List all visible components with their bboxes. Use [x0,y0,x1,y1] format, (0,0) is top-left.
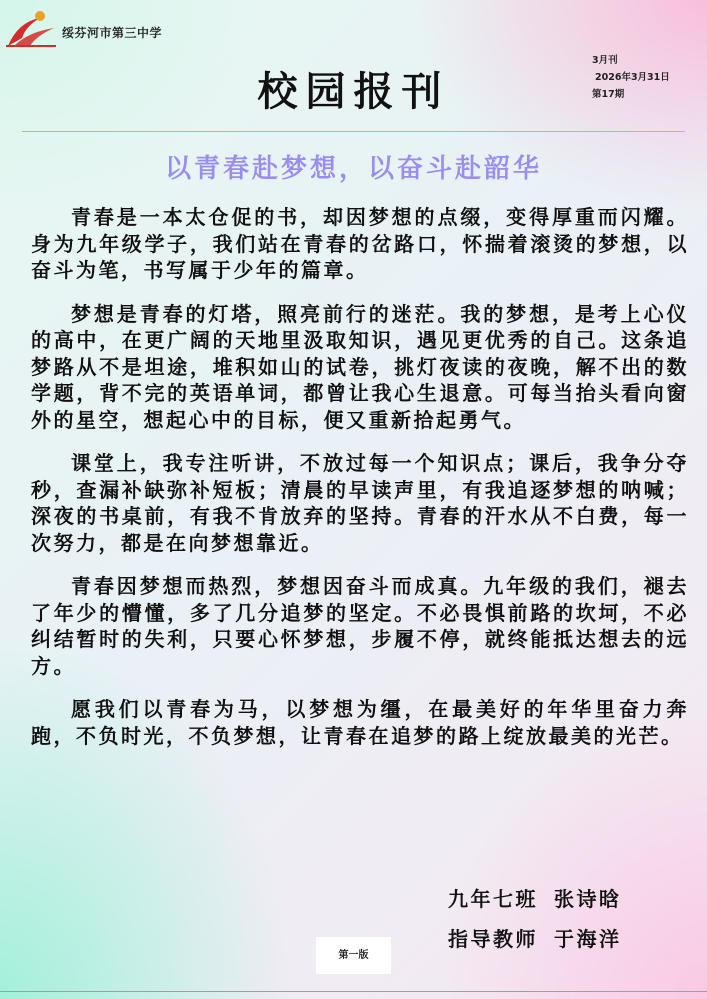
issue-info [592,52,670,103]
page-number: 第一版 [316,937,391,974]
issue-date: 2026年3月31日 [595,72,670,83]
article-paragraph: 青春是一本太仓促的书，却因梦想的点缀，变得厚重而闪耀。身为九年级学子，我们站在青春的岔路口，怀揣着滚烫的梦想，以奋斗为笔，书写属于少年的篇章。 [31,205,689,282]
byline-class: 九年七班 [448,887,538,911]
byline-author-name: 张诗晗 [554,887,622,911]
issue-period: 3月刊 [592,55,618,66]
byline-teacher-name: 于海洋 [554,927,622,951]
article-paragraph: 愿我们以青春为马，以梦想为缰，在最美好的年华里奋力奔跑，不负时光，不负梦想，让青春在追梦的路上绽放最美的光芒。 [31,697,689,748]
byline-teacher-label: 指导教师 [448,927,538,951]
byline-teacher [448,923,622,952]
issue-number: 第17期 [592,89,625,100]
article-headline: 以青春赴梦想，以奋斗赴韶华 [164,154,542,184]
article-body [31,204,689,766]
school-logo [4,8,60,48]
header-divider [22,131,685,132]
footer-divider [0,991,707,992]
article-paragraph: 梦想是青春的灯塔，照亮前行的迷茫。我的梦想，是考上心仪的高中，在更广阔的天地里汲取知识，遇见更优秀的自己。这条追梦路从不是坦途，堆积如山的试卷，挑灯夜读的夜晚，解不出的数学题，背不完的英语单词，都曾让我心生退意。可每当抬头看向窗外的星空，想起心中的目标，便又重新拾起勇气。 [31,301,689,432]
masthead-title: 校园报刊 [257,69,450,115]
byline-author [448,883,622,912]
school-name: 绥芬河市第三中学 [62,26,163,40]
article-paragraph: 课堂上，我专注听讲，不放过每一个知识点；课后，我争分夺秒，查漏补缺弥补短板；清晨的早读声里，有我追逐梦想的呐喊；深夜的书桌前，有我不肯放弃的坚持。青春的汗水从不白费，每一次努力，都是在向梦想靠近。 [31,451,689,555]
article-paragraph: 青春因梦想而热烈，梦想因奋斗而成真。九年级的我们，褪去了年少的懵懂，多了几分追梦的坚定。不必畏惧前路的坎坷，不必纠结暂时的失利，只要心怀梦想，步履不停，就终能抵达想去的远方。 [31,574,689,678]
